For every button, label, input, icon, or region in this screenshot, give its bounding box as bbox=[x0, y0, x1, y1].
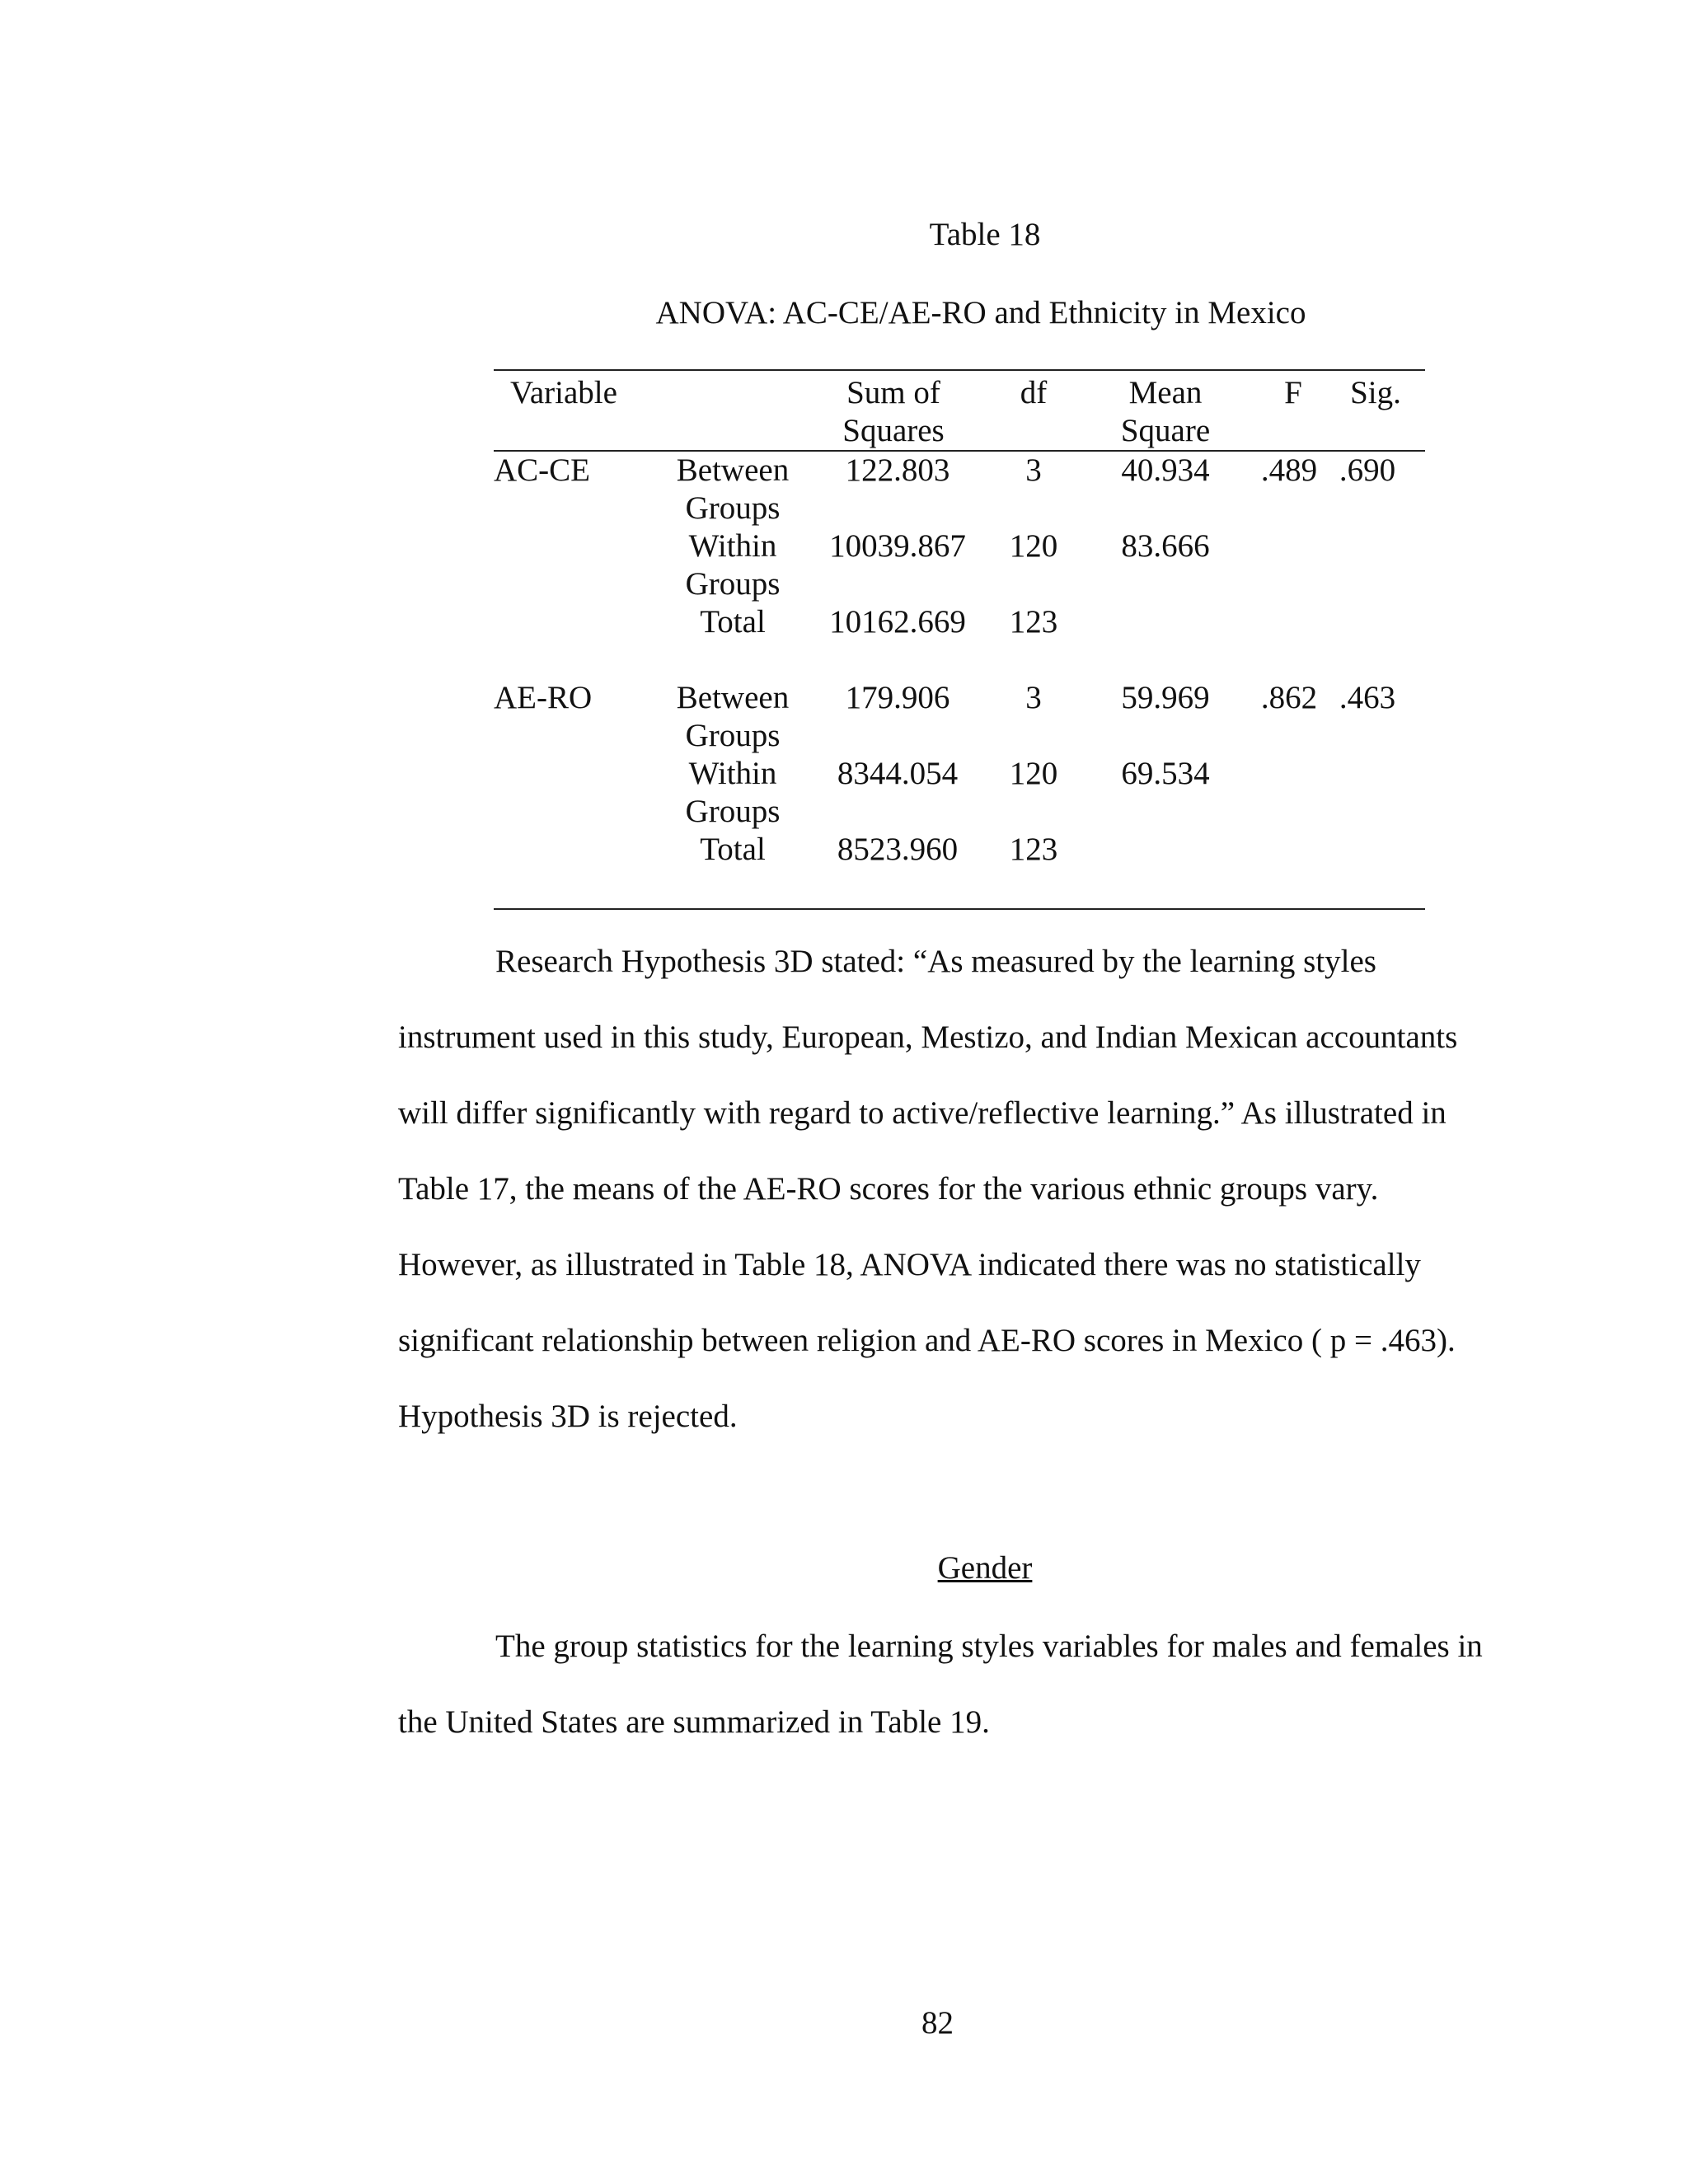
anova-table bbox=[494, 369, 1425, 910]
df-cell: 123 bbox=[1009, 832, 1058, 867]
df-cell: 3 bbox=[1025, 680, 1042, 715]
variable-cell: AE-RO bbox=[494, 680, 593, 715]
table-title: ANOVA: AC-CE/AE-RO and Ethnicity in Mexico bbox=[655, 295, 1306, 330]
sig-cell: .690 bbox=[1339, 452, 1396, 488]
ms-cell: 69.534 bbox=[1121, 756, 1210, 791]
header-df: df bbox=[1020, 375, 1048, 410]
ms-cell: 83.666 bbox=[1121, 528, 1210, 564]
header-variable: Variable bbox=[510, 375, 617, 410]
sig-cell: .463 bbox=[1339, 680, 1396, 715]
ms-cell: 59.969 bbox=[1121, 680, 1210, 715]
source-cell: Within Groups bbox=[685, 528, 781, 602]
header-sig: Sig. bbox=[1350, 375, 1401, 410]
df-cell: 120 bbox=[1009, 756, 1058, 791]
source-cell: Total bbox=[700, 832, 766, 867]
ss-cell: 8523.960 bbox=[837, 832, 959, 867]
table-header-row bbox=[494, 371, 1425, 452]
table-label: Table 18 bbox=[929, 217, 1041, 252]
f-cell: .489 bbox=[1260, 452, 1318, 488]
table-block-ac-ce bbox=[494, 452, 1425, 679]
f-cell: .862 bbox=[1260, 680, 1318, 715]
table-block-ae-ro bbox=[494, 679, 1425, 908]
ss-cell: 10039.867 bbox=[829, 528, 966, 564]
page-number: 82 bbox=[921, 2005, 954, 2041]
source-cell: Within Groups bbox=[685, 756, 781, 829]
ss-cell: 10162.669 bbox=[829, 604, 966, 640]
source-cell: Between Groups bbox=[676, 452, 790, 526]
df-cell: 120 bbox=[1009, 528, 1058, 564]
source-cell: Total bbox=[700, 604, 766, 640]
df-cell: 3 bbox=[1025, 452, 1042, 488]
df-cell: 123 bbox=[1009, 604, 1058, 640]
header-mean-square: Mean Square bbox=[1120, 375, 1211, 448]
paragraph-hypothesis-3d: Research Hypothesis 3D stated: “As measured by the learning styles instrument used in this study, European, Mestizo, and Indian Mexican accountants will differ significantly with regard to active/reflective learning.” As illustrated in Table 17, the means of the AE-RO scores for the various ethnic groups vary. However, as illustrated in Table 18, ANOVA indicated there was no statistically significant relationship between religion and AE-RO scores in Mexico ( p = .463). Hypothesis 3D is rejected. bbox=[398, 944, 1458, 1434]
ss-cell: 179.906 bbox=[845, 680, 950, 715]
ss-cell: 122.803 bbox=[845, 452, 950, 488]
variable-cell: AC-CE bbox=[494, 452, 590, 488]
header-sum-of-squares: Sum of Squares bbox=[842, 375, 945, 448]
ss-cell: 8344.054 bbox=[837, 756, 959, 791]
section-heading-gender: Gender bbox=[937, 1550, 1033, 1586]
source-cell: Between Groups bbox=[676, 680, 790, 753]
header-f: F bbox=[1284, 375, 1302, 410]
paragraph-gender: The group statistics for the learning styles variables for males and females in the United States are summarized in Table 19. bbox=[398, 1629, 1483, 1740]
ms-cell: 40.934 bbox=[1121, 452, 1210, 488]
